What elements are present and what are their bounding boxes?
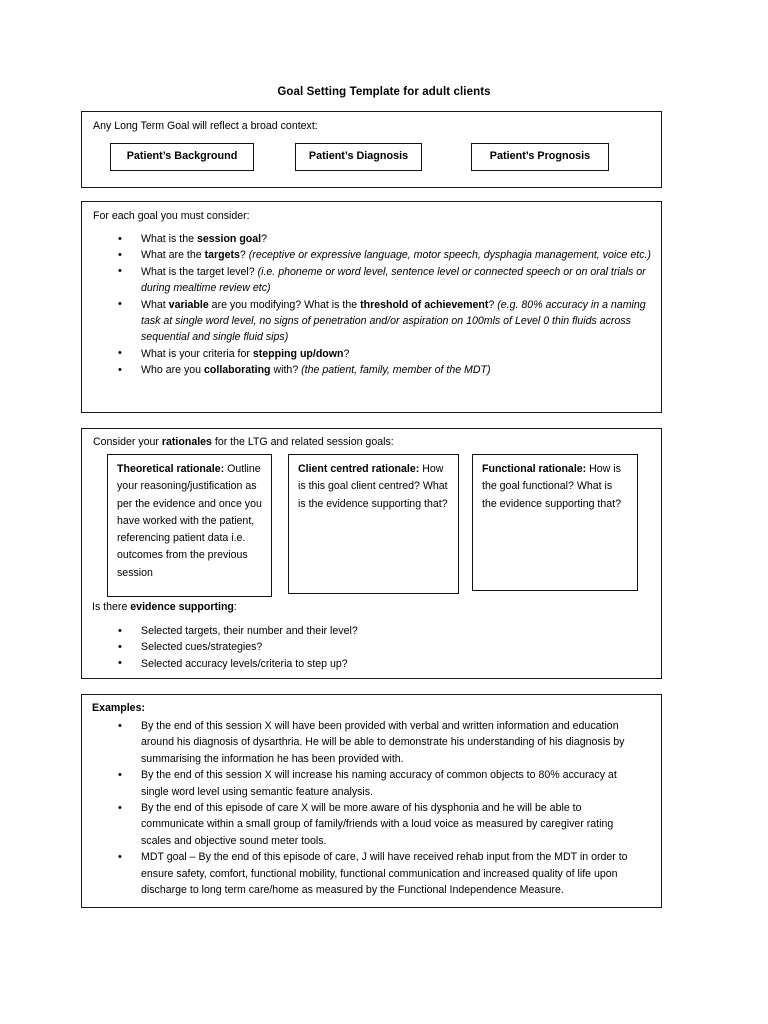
- goal-considerations-section: [81, 201, 662, 413]
- examples-section: [81, 694, 662, 908]
- evidence-bullet-list: [82, 623, 661, 672]
- evidence-supporting-lead: Is there evidence supporting:: [92, 601, 237, 613]
- consider-lead-text: For each goal you must consider:: [93, 210, 250, 222]
- rationales-section: [81, 428, 662, 679]
- list-item: • Who are you collaborating with? (the patient, family, member of the MDT): [82, 362, 661, 378]
- list-item: • What is the session goal?: [82, 231, 661, 247]
- functional-rationale-box[interactable]: [472, 454, 638, 591]
- list-item: • By the end of this episode of care X will be more aware of his dysphonia and he will be able to communicate within a small group of family/friends with a loud voice as measured by caregiver rating scales and objective sound meter tools.: [82, 800, 645, 849]
- context-box-row: [82, 143, 661, 173]
- list-item: • What is the target level? (i.e. phoneme or word level, sentence level or connected speech or on oral trials or during mealtime review etc): [82, 264, 661, 297]
- client-centred-rationale-body: How is this goal client centred? What is the evidence supporting that?: [298, 463, 448, 510]
- theoretical-rationale-body: Outline your reasoning/justification as per the evidence and once you have worked with the patient, referencing patient data i.e. outcomes from the previous session: [117, 463, 262, 579]
- list-item: • Selected targets, their number and their level?: [82, 623, 661, 639]
- long-term-goal-context-section: [81, 111, 662, 188]
- examples-bullet-list: [82, 718, 661, 898]
- functional-rationale-body: How is the goal functional? What is the evidence supporting that?: [482, 463, 621, 510]
- list-item: • MDT goal – By the end of this episode of care, J will have received rehab input from the MDT in order to ensure safety, comfort, functional mobility, functional communication and increased quality of life upon discharge to long term care/home as measured by the Functional Independence Measure.: [82, 849, 645, 898]
- consider-bullet-list: [82, 231, 661, 379]
- list-item: • Selected cues/strategies?: [82, 639, 661, 655]
- context-lead-text: Any Long Term Goal will reflect a broad context:: [93, 120, 318, 132]
- list-item: • By the end of this session X will increase his naming accuracy of common objects to 80% accuracy at single word level using semantic feature analysis.: [82, 767, 645, 800]
- rationale-lead-text: Consider your rationales for the LTG and related session goals:: [93, 436, 394, 448]
- list-item: • What is your criteria for stepping up/down?: [82, 346, 661, 362]
- theoretical-rationale-heading: Theoretical rationale:: [117, 463, 225, 475]
- examples-heading: Examples:: [92, 702, 145, 714]
- patient-background-box[interactable]: Patient’s Background: [110, 143, 254, 171]
- client-centred-rationale-box[interactable]: [288, 454, 459, 594]
- client-centred-rationale-heading: Client centred rationale:: [298, 463, 420, 475]
- list-item: • Selected accuracy levels/criteria to step up?: [82, 656, 661, 672]
- list-item: • What variable are you modifying? What is the threshold of achievement? (e.g. 80% accuracy in a naming task at single word level, no signs of penetration and/or aspiration on 100mls of Level 0 thin fluids across sequential and single fluid sips): [82, 297, 661, 346]
- list-item: • By the end of this session X will have been provided with verbal and written information and education around his diagnosis of dysarthria. He will be able to demonstrate his understanding of his diagnosis by summarising the information he has been provided with.: [82, 718, 645, 767]
- patient-prognosis-box[interactable]: Patient’s Prognosis: [471, 143, 609, 171]
- functional-rationale-heading: Functional rationale:: [482, 463, 587, 475]
- page-title: Goal Setting Template for adult clients: [277, 86, 491, 98]
- theoretical-rationale-box[interactable]: [107, 454, 272, 597]
- list-item: • What are the targets? (receptive or expressive language, motor speech, dysphagia management, voice etc.): [82, 247, 661, 263]
- patient-diagnosis-box[interactable]: Patient’s Diagnosis: [295, 143, 422, 171]
